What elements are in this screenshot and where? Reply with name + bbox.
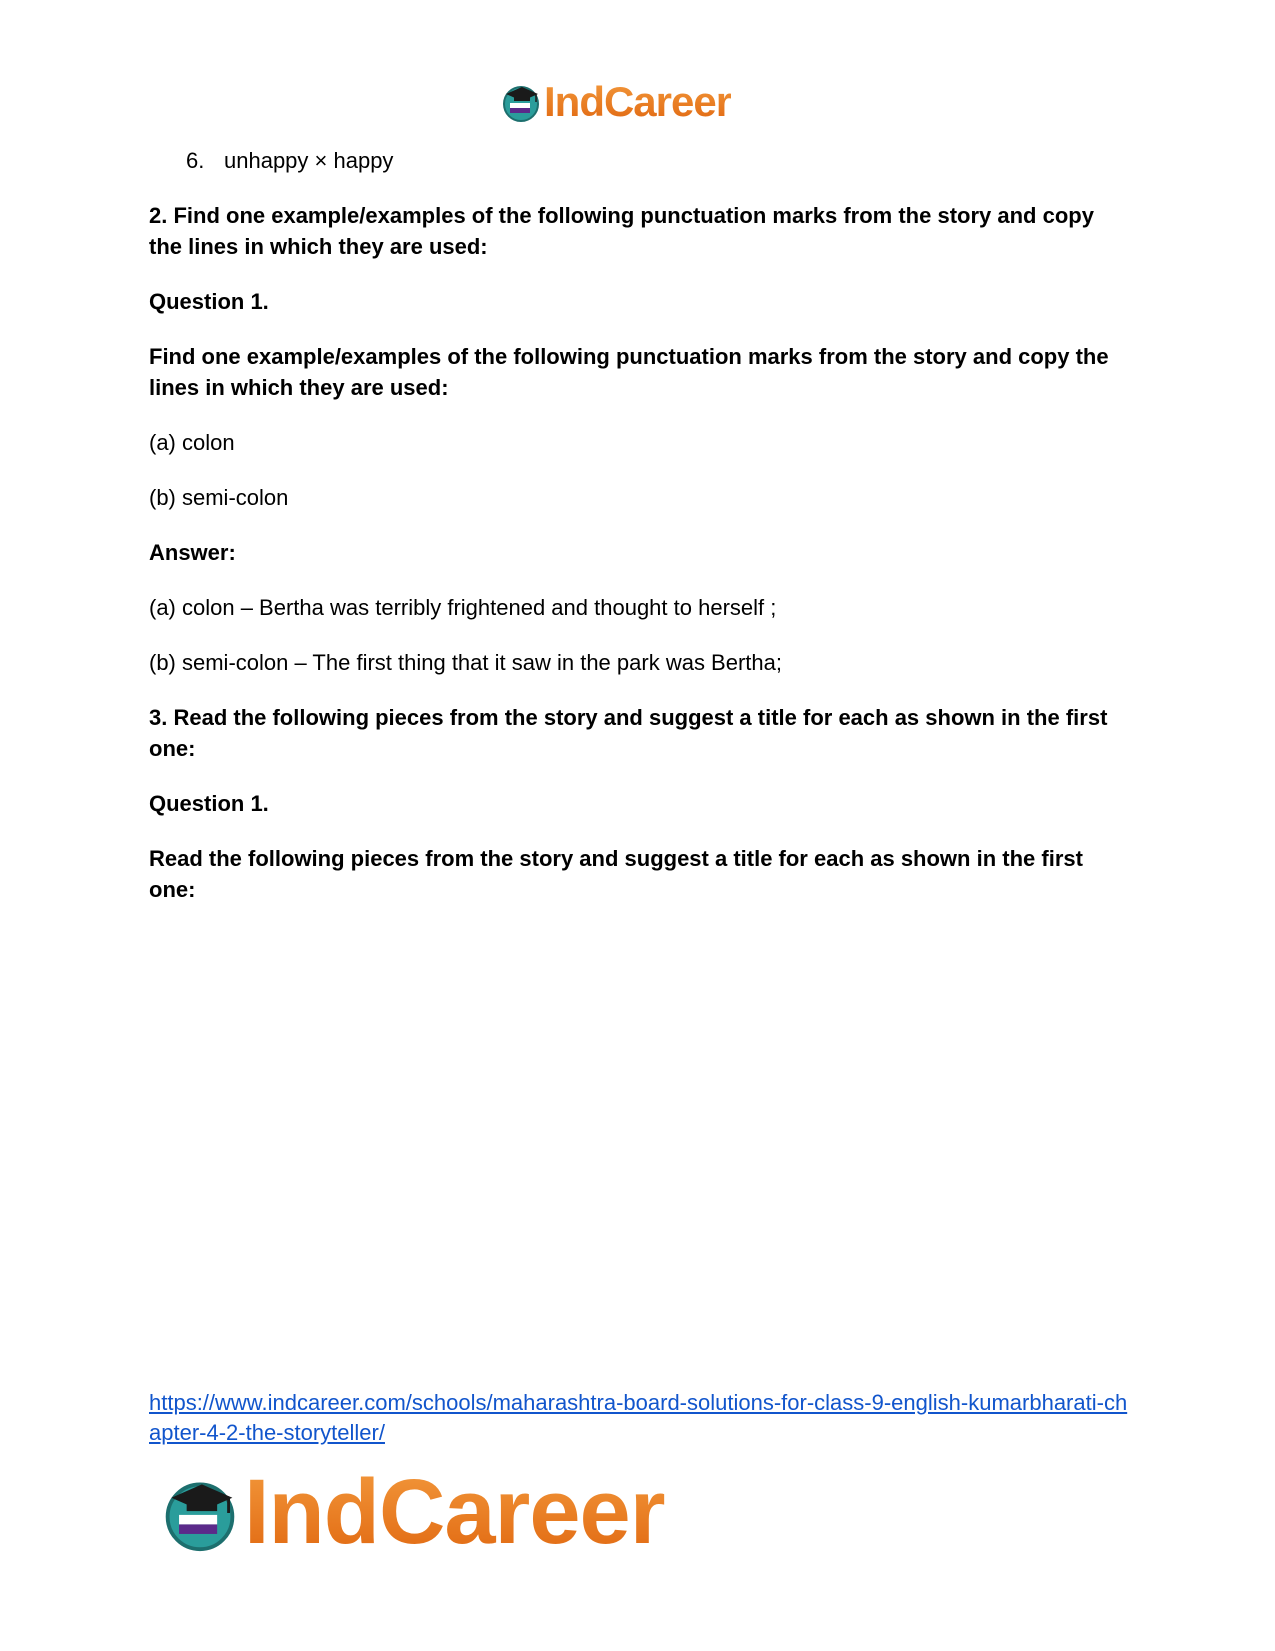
section-3-heading: 3. Read the following pieces from the story and suggest a title for each as shown in the first one: (149, 705, 1108, 761)
section-2-heading: 2. Find one example/examples of the following punctuation marks from the story and copy the lines in which they are used: (149, 203, 1094, 259)
list-number: 6. (186, 148, 205, 173)
option-b: (b) semi-colon (149, 485, 289, 510)
answer-label: Answer: (149, 540, 236, 565)
main-content (149, 146, 1129, 929)
list-item (186, 146, 1129, 176)
question-2-label: Question 1. (149, 791, 269, 816)
list-text: unhappy × happy (224, 148, 394, 173)
footer-logo (160, 1460, 665, 1565)
answer-a: (a) colon – Bertha was terribly frightened and thought to herself ; (149, 595, 777, 620)
graduation-globe-icon (500, 81, 542, 123)
brand-name: IndCareer (244, 1461, 665, 1563)
question-1-text: Find one example/examples of the following punctuation marks from the story and copy the lines in which they are used: (149, 344, 1109, 400)
question-2-text: Read the following pieces from the story and suggest a title for each as shown in the first one: (149, 846, 1083, 902)
question-1-label: Question 1. (149, 289, 269, 314)
brand-name: IndCareer (544, 78, 732, 125)
source-link[interactable]: https://www.indcareer.com/schools/maharashtra-board-solutions-for-class-9-english-kumarbharati-chapter-4-2-the-storyteller/ (149, 1390, 1128, 1445)
graduation-globe-icon (160, 1473, 240, 1553)
option-a: (a) colon (149, 430, 235, 455)
answer-b: (b) semi-colon – The first thing that it saw in the park was Bertha; (149, 650, 782, 675)
header-logo (500, 78, 731, 126)
